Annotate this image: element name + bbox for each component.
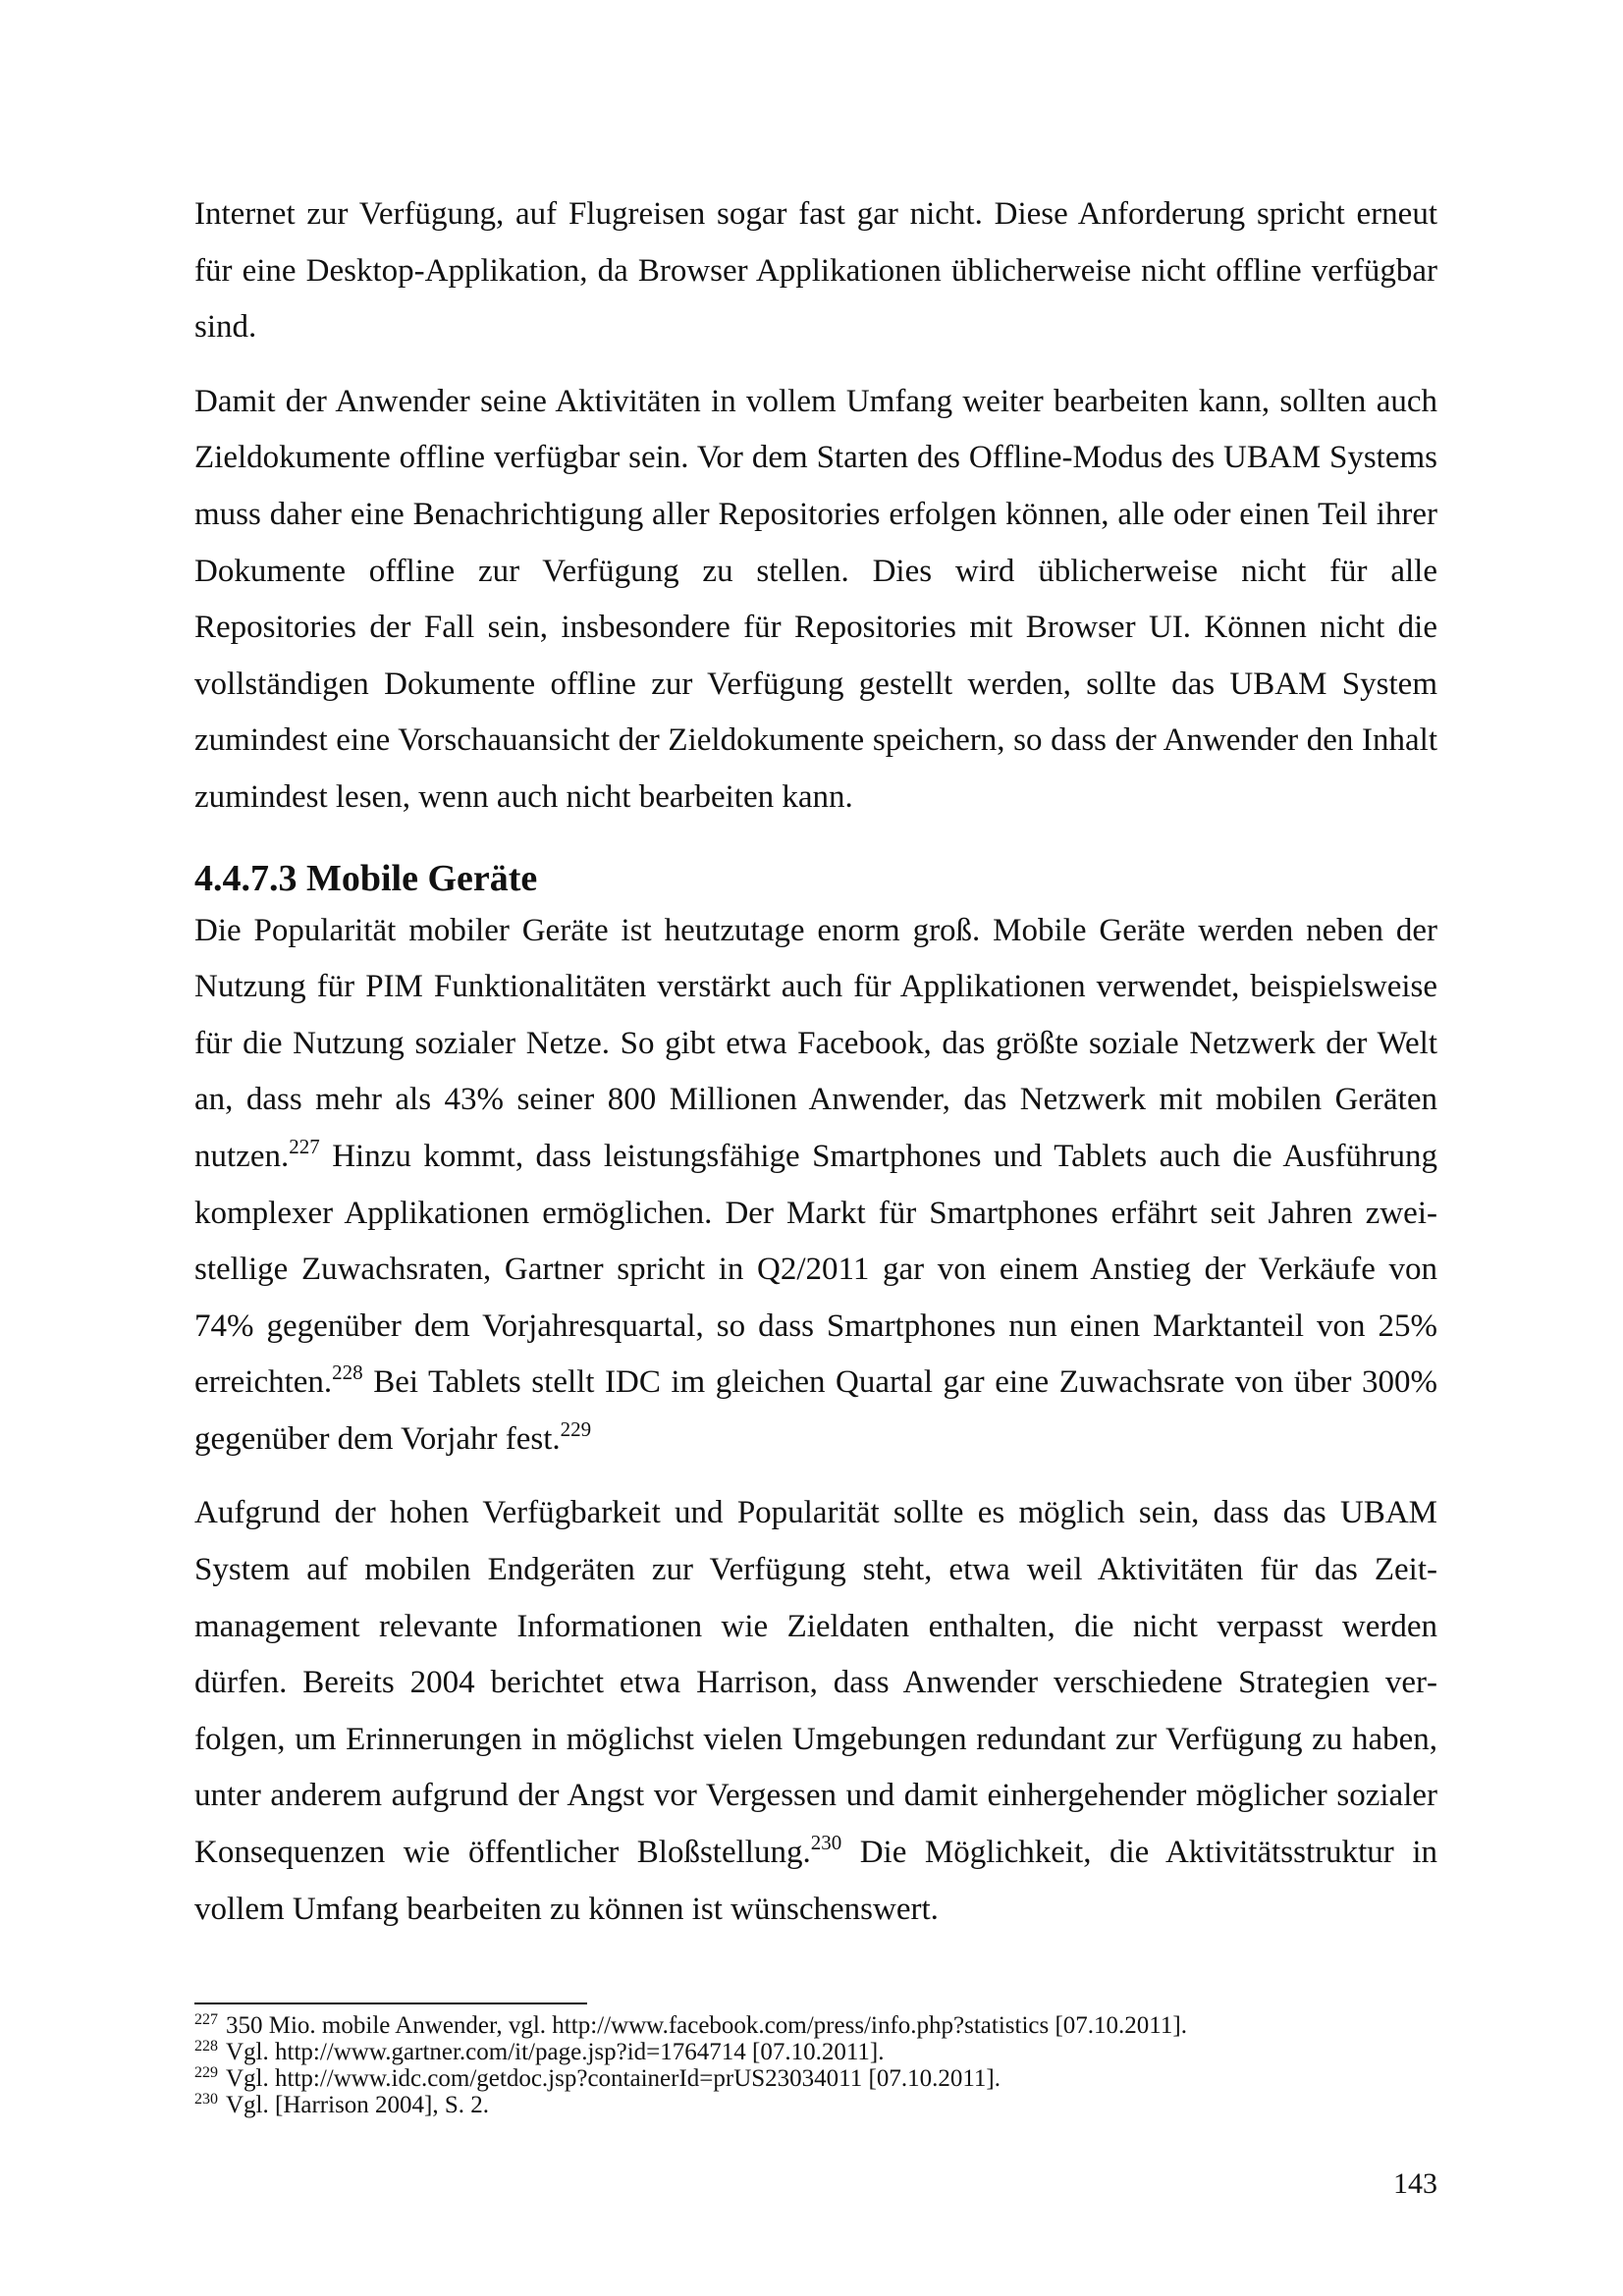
footnote-number: 228 (194, 2038, 218, 2055)
footnote-227 (194, 2012, 1437, 2039)
footnote-text: Vgl. http://www.idc.com/getdoc.jsp?containerId=prUS23034011 [07.10.2011]. (226, 2065, 1001, 2092)
section-heading: 4.4.7.3 Mobile Geräte (194, 857, 538, 899)
footnote-number: 229 (194, 2064, 218, 2081)
footnote-228 (194, 2039, 1437, 2065)
paragraph-mobile-availability (194, 1485, 1437, 1938)
footnotes (194, 2012, 1437, 2118)
footnote-229 (194, 2065, 1437, 2092)
paragraph-offline-intro: Internet zur Verfügung, auf Flugreisen sogar fast gar nicht. Diese Anforderung spricht erneut für eine Desktop-Applikation, da Browser Applikationen üblicherweise nicht offline verfügbar sind. (194, 196, 1437, 346)
footnote-text: Vgl. http://www.gartner.com/it/page.jsp?id=1764714 [07.10.2011]. (226, 2039, 885, 2065)
page-body (194, 187, 1437, 1938)
text-run: Bei Tablets stellt IDC im gleichen Quartal gar eine Zuwachsrate von über 300% gegenüber dem Vorjahr fest. (194, 1364, 1437, 1457)
footnote-ref-227[interactable]: 227 (289, 1134, 320, 1158)
footnote-text: 350 Mio. mobile Anwender, vgl. http://www.facebook.com/press/info.php?statistics [07.10.2011]. (226, 2012, 1187, 2039)
footnote-number: 227 (194, 2011, 218, 2028)
text-run: Die Möglichkeit, die Aktivitätsstruktur in vollem Umfang bearbeiten zu können ist wünschenswert. (194, 1835, 1437, 1927)
footnote-ref-229[interactable]: 229 (560, 1416, 592, 1441)
footnote-230 (194, 2092, 1437, 2118)
paragraph-mobile-popularity (194, 903, 1437, 1468)
text-run: Hinzu kommt, dass leistungsfähige Smartphones und Tablets auch die Ausführung komplexer Applikationen ermöglichen. Der Markt für Smartphones erfährt seit Jahren zweistellige Zuwachsraten, Gartner spricht in Q2/2011 gar von einem Anstieg der Verkäufe von 74% gegenüber dem Vorjahresquartal, so dass Smartphones nun einen Marktanteil von 25% erreichten. (194, 1138, 1437, 1401)
footnote-text: Vgl. [Harrison 2004], S. 2. (226, 2092, 490, 2118)
text-run: Die Popularität mobiler Geräte ist heutzutage enorm groß. Mobile Geräte werden neben der Nutzung für PIM Funktionalitäten verstärkt auch für Applikationen verwendet, beispielsweise für die Nutzung sozialer Netze. So gibt etwa Facebook, das größte soziale Netzwerk der Welt an, dass mehr als 43% seiner 800 Millionen Anwender, das Netzwerk mit mobilen Geräten nutzen. (194, 912, 1437, 1174)
footnote-number: 230 (194, 2091, 218, 2108)
footnote-divider (194, 2002, 587, 2004)
paragraph-offline-documents: Damit der Anwender seine Aktivitäten in vollem Umfang weiter bearbeiten kann, sollten auch Zieldokumente offline verfügbar sein. Vor dem Starten des Offline-Modus des UBAM Systems muss daher eine Benachrichtigung aller Repositories erfolgen können, alle oder einen Teil ihrer Dokumente offline zur Verfügung zu stellen. Dies wird üblicherweise nicht für alle Repositories der Fall sein, insbesondere für Repositories mit Browser UI. Können nicht die vollständigen Dokumente offline zur Verfügung gestellt werden, sollte das UBAM System zumindest eine Vorschauansicht der Zieldokumente speichern, so dass der Anwender den Inhalt zumindest lesen, wenn auch nicht bearbeiten kann. (194, 383, 1437, 815)
page-number: 143 (1393, 2167, 1437, 2200)
footnote-ref-230[interactable]: 230 (810, 1831, 842, 1855)
footnote-ref-228[interactable]: 228 (332, 1361, 363, 1385)
text-run: Aufgrund der hohen Verfügbarkeit und Popularität sollte es möglich sein, dass das UBAM System auf mobilen Endgeräten zur Verfügung steht, etwa weil Aktivitäten für das Zeitmanagement relevante Informationen wie Zieldaten enthalten, die nicht verpasst werden dürfen. Bereits 2004 berichtet etwa Harrison, dass Anwender verschiedene Strategien verfolgen, um Erinnerungen in möglichst vielen Umgebungen redundant zur Verfügung zu haben, unter anderem aufgrund der Angst vor Vergessen und damit einhergehender möglicher sozialer Konsequenzen wie öffentlicher Bloßstellung. (194, 1495, 1437, 1871)
